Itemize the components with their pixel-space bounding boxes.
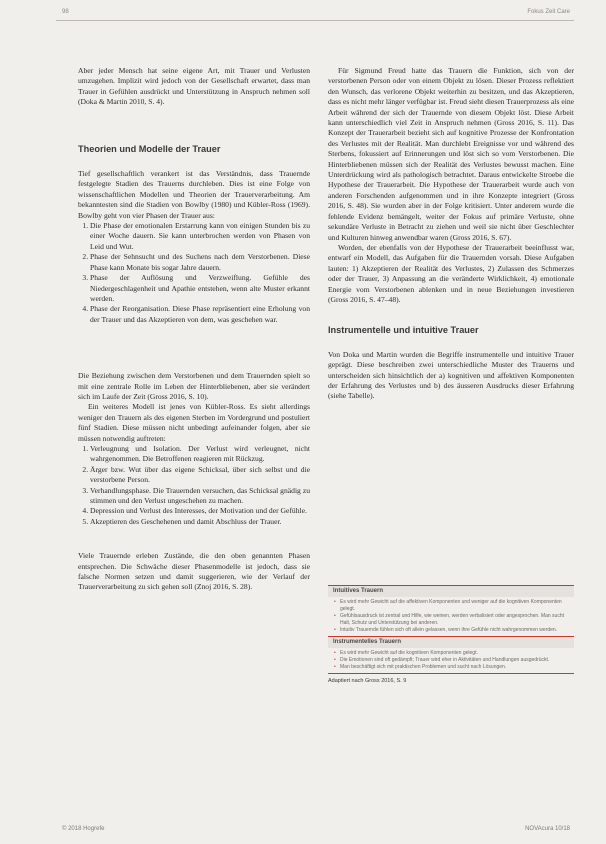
running-header [0,6,606,20]
list-item: • Man beschäftigt sich mit praktischen Problemen und sucht nach Lösungen. [334,664,574,671]
table-rule [328,673,574,674]
list-item: • Gefühlsausdruck ist zentral und Hilfe, wie weinen, werden verbalisiert oder angesprochen. Man sucht Halt, Schutz und Unterstützung bei anderen. [334,613,574,627]
paragraph: Die Beziehung zwischen dem Verstorbenen und dem Trauernden spielt so mit eine zentrale Rolle im Leben der Hinterbliebenen, aber sie verändert sich im Laufe der Zeit (Gross 2016, S. 10). [78,371,310,401]
list-item: 3. Phase der Auflösung und Verzweiflung. Gefühle des Niedergeschlagenheit und Apathie entstehen, wenn alte Muster erkannt werden. [90,273,310,304]
list-item: 3. Verhandlungsphase. Die Trauernden versuchen, das Schicksal gnädig zu stimmen und den Verlust ungeschehen zu machen. [90,486,310,507]
list-item: 1. Die Phase der emotionalen Erstarrung kann von einigen Stunden bis zu einer Woche dauern. Sie kann unterbrochen werden von Phasen von Leid und Wut. [90,221,310,252]
left-column [78,66,310,593]
section-heading-theories: Theorien und Modelle der Trauer [78,143,221,154]
list-item: 1. Verleugnung und Isolation. Der Verlust wird verleugnet, nicht wahrgenommen. Die Betroffenen reagieren mit Rückzug. [90,444,310,465]
paragraph: Tief gesellschaftlich verankert ist das Verständnis, dass Trauernde festgelegte Stadien des Trauerns durchleben. Dies ist eine Folge von wissenschaftlichen Modellen und Theorien der Trauerverarbeitung. Am bekanntesten sind die Stadien von Bowlby (1980) und Kübler-Ross (1969). Bowlby geht von vier Phasen der Trauer aus: [78,169,310,220]
kubler-ross-stage-list [78,444,310,527]
table-source: Adaptiert nach Gross 2016, S. 9 [328,678,407,684]
right-column [328,66,574,402]
page-number: 98 [62,9,69,15]
paragraph: Für Sigmund Freud hatte das Trauern die Funktion, sich von der verstorbenen Person oder von einem Objekt zu lösen. Dieser Prozess reflektiert den Wunsch, das verlorene Objekt weiterhin zu besitzen, und das Akzeptieren, dass es nicht mehr länger verfügbar ist. Freud sieht diesen Trauerprozess als eine Arbeit während der sich der Trauernde von diesem Objekt löst. Diese Arbeit kann unterschiedlich viel Zeit in Anspruch nehmen (Gross 2016, S. 11). Das Konzept der Trauerarbeit bezieht sich auf kognitive Prozesse der Konfrontation des Verlustes mit der Realität. Man durchlebt Ereignisse vor und während des Sterbens, fokussiert auf Erinnerungen und löst sich so vom Verstorbenen. Die Hinterbliebenen müssen sich der Realität des Verlustes bewusst machen. Eine Unterdrückung wird als pathologisch betrachtet. Daraus entwickelte Stroebe die Hypothese der Trauerarbeit. Die Hypothese der Trauerarbeit wurde auch von anderen Forschenden aufgenommen und in ihre Konzepte integriert (Gross 2016, S. 48). Sie wurden aber in der Folge kritisiert. Unter anderem wurde die fehlende Evidenz bemängelt, weiter der Fokus auf primäre Verluste, ohne sekundäre Verluste in Betracht zu ziehen und weil sie nicht über Geschlechter und Kulturen hinweg anwendbar waren (Gross 2016, S. 67). [328,66,574,242]
paragraph: Worden, der ebenfalls von der Hypothese der Trauerarbeit beeinflusst war, entwarf ein Modell, das Aufgaben für die Trauernden vorsah. Diese Aufgaben lauten: 1) Akzeptieren der Realität des Verlustes, 2) Zulassen des Schmerzes oder der Trauer, 3) Anpassung an die veränderte Wirklichkeit, 4) emotionale Energie vom Verstorbenen ablenken und in neue Beziehungen investieren (Gross 2016, S. 47–48). [328,242,574,304]
list-item: • Die Emotionen sind oft gedämpft; Trauer wird eher in Aktivitäten und Handlungen ausgedrückt. [334,657,574,664]
intuitive-heading: Intuitives Trauern [328,586,574,597]
list-item: 2. Phase der Sehnsucht und des Suchens nach dem Verstorbenen. Diese Phase kann Monate bis sogar Jahre dauern. [90,252,310,273]
paragraph: Von Doka und Martin wurden die Begriffe instrumentelle und intuitive Trauer geprägt. Diese beschreiben zwei unterschiedliche Muster des Trauerns und unterscheiden sich hinsichtlich der a) kognitiven und affektiven Komponenten der Erfahrung des Verlustes und b) des äusseren Ausdrucks dieser Erfahrung (siehe Tabelle). [328,349,574,401]
section-heading-grief-styles: Instrumentelle und intuitive Trauer [328,325,479,336]
grief-styles-table [328,585,574,807]
intro-paragraph: Aber jeder Mensch hat seine eigene Art, mit Trauer und Verlusten umzugehen. Implizit wird jedoch von der Gesellschaft erwartet, dass man Trauer in Gefühlen ausdrückt und Unterstützung in Anspruch nehmen soll (Doka & Martin 2010, S. 4). [78,66,310,107]
list-item: 2. Ärger bzw. Wut über das eigene Schicksal, über sich selbst und die verstorbene Person. [90,465,310,486]
intuitive-list [328,599,574,634]
list-item: 4. Phase der Reorganisation. Diese Phase repräsentiert eine Erholung von der Trauer und das Akzeptieren von dem, was geschehen war. [90,304,310,325]
journal-issue: NOVAcura 10/18 [525,826,570,832]
header-rule [56,20,574,21]
bowlby-phase-list [78,221,310,325]
copyright: © 2018 Hogrefe [62,826,105,832]
instrumental-list [328,650,574,671]
list-item: • Es wird mehr Gewicht auf die affektiven Komponenten und weniger auf die kognitiven Komponenten gelegt. [334,599,574,613]
list-item: 5. Akzeptieren des Geschehenen und damit Abschluss der Trauer. [90,517,310,527]
paragraph: Viele Trauernde erleben Zustände, die den oben genannten Phasen entsprechen. Die Schwäche dieser Phasenmodelle ist jedoch, dass sie falsche Normen setzen und damit suggerieren, wie der Verlauf der Trauerverarbeitung zu sich gehen soll (Znoj 2016, S. 28). [78,551,310,592]
paragraph: Ein weiteres Modell ist jenes von Kübler-Ross. Es sieht allerdings weniger den Trauern als des eigenen Sterben im Vordergrund und postuliert fünf Stadien. Diese müssen nicht unbedingt aufeinander folgen, aber sie müssen notwendig auftreten: [78,402,310,443]
list-item: 4. Depression und Verlust des Interesses, der Motivation und der Gefühle. [90,506,310,516]
list-item: • Intuitiv Trauernde fühlen sich oft allein gelassen, wenn ihre Gefühle nicht wahrgenommen werden. [334,627,574,634]
list-item: • Es wird mehr Gewicht auf die kognitiven Komponenten gelegt. [334,650,574,657]
instrumental-heading: Instrumentelles Trauern [328,637,574,648]
header-section: Fokus Zeit Care [527,9,570,15]
